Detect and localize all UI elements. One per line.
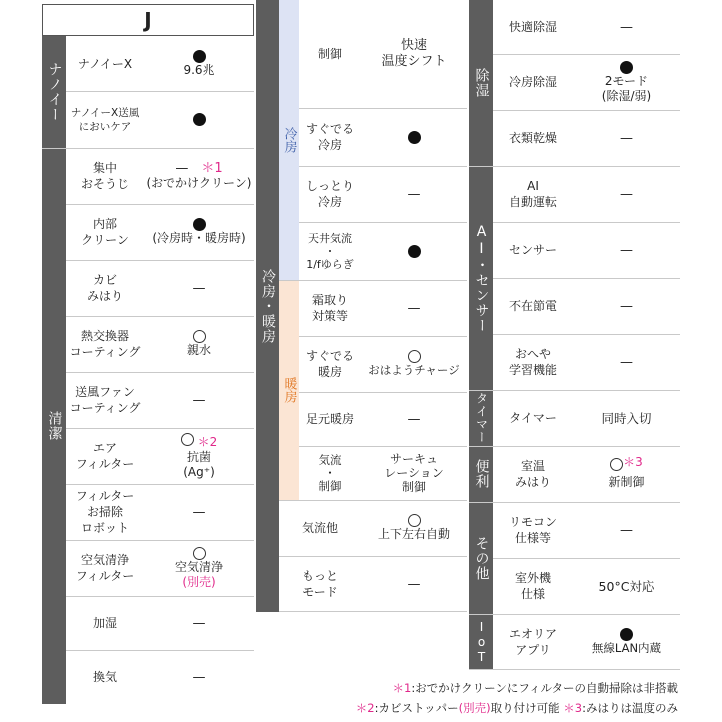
label-kaiteki-joshitsu: 快適除湿 <box>508 20 557 34</box>
value-ashimoto: — <box>407 411 421 427</box>
label-sugu-reibo: すぐでる 冷房 <box>305 122 354 152</box>
label-shittori: しっとり 冷房 <box>305 179 354 209</box>
label-motto: もっと モード <box>301 569 338 599</box>
partial-ring-icon <box>408 350 421 363</box>
value-eolia: 無線LAN内蔵 <box>573 614 680 670</box>
value-netsu-koukanki: 親水 <box>144 316 254 372</box>
category-benri: 便利 <box>469 446 493 502</box>
label-nanoe-x: ナノイーX <box>77 56 133 71</box>
value-shuchu-osouji: — ＊1 (おでかけクリーン) <box>146 161 252 190</box>
value-kaiteki-joshitsu: — <box>620 19 633 35</box>
value-shitsugaiki: 50°C対応 <box>598 578 655 594</box>
label-kiryu-seigyo: 気流 ・ 制御 <box>318 452 342 493</box>
partial-ring-icon <box>193 330 206 343</box>
label-shuchu-osouji: 集中 おそうじ <box>80 161 129 191</box>
label-sugu-danbo: すぐでる 暖房 <box>305 349 354 379</box>
value-oheya: — <box>620 354 633 370</box>
model-header <box>42 4 254 36</box>
label-kanki: 換気 <box>92 670 117 684</box>
value-kuki-filter: 空気清浄 (別売) <box>144 540 254 596</box>
model-name: J <box>144 8 152 32</box>
value-sugu-reibo <box>361 108 467 166</box>
label-tenjo-kiryu: 天井気流 ・ 1/fゆらぎ <box>306 231 354 271</box>
label-eolia: エオリア アプリ <box>508 627 557 657</box>
value-sensor: — <box>620 242 633 258</box>
available-dot-icon <box>193 50 206 63</box>
label-reibo-joshitsu: 冷房除湿 <box>508 75 557 89</box>
available-dot-icon <box>193 218 206 231</box>
label-ai-jido: AI 自動運転 <box>508 179 557 209</box>
available-dot-icon <box>408 245 421 258</box>
label-nanoe-x-sofu: ナノイーX送風 においケア <box>70 106 140 133</box>
label-netsu-koukanki: 熱交換器 コーティング <box>69 329 141 359</box>
value-tenjo-kiryu <box>361 222 467 280</box>
category-seiketsu: 清潔 <box>42 148 66 704</box>
value-naibu-clean: (冷房時・暖房時) <box>144 204 254 260</box>
value-motto: — <box>407 576 421 592</box>
value-kabi-mihari: — <box>192 280 206 296</box>
partial-ring-icon <box>181 433 194 446</box>
value-seigyo: 快速 温度シフト <box>381 38 447 69</box>
label-kiryu-hoka: 気流他 <box>301 521 338 535</box>
category-reibo-danbo: 冷房・暖房 <box>256 0 279 612</box>
footnote-2-3: ＊2:カビストッパー(別売)取り付け可能 ＊3:みはりは温度のみ <box>355 701 678 715</box>
label-kabi-mihari: カビ みはり <box>86 273 123 303</box>
value-kiryu-hoka: 上下左右自動 <box>361 500 467 556</box>
value-kashitsu: — <box>192 615 206 631</box>
value-irui-kanso: — <box>620 130 633 146</box>
category-reibo: 冷房 <box>279 0 299 280</box>
label-sofu-fan: 送風ファン コーティング <box>69 385 141 415</box>
partial-ring-icon <box>610 458 623 471</box>
value-ai-jido: — <box>620 186 633 202</box>
value-remocon: — <box>620 522 633 538</box>
label-sensor: センサー <box>508 243 557 257</box>
value-shimotori: — <box>407 300 421 316</box>
value-sofu-fan: — <box>192 392 206 408</box>
value-timer: 同時入切 <box>601 410 652 426</box>
label-shitsuon: 室温 みはり <box>514 459 551 489</box>
label-shitsugaiki: 室外機 仕様 <box>514 571 551 601</box>
category-sonota: その他 <box>469 502 493 614</box>
label-filter-robot: フィルター お掃除 ロボット <box>75 489 135 535</box>
label-kashitsu: 加湿 <box>92 616 117 630</box>
available-dot-icon <box>620 628 633 641</box>
value-shitsuon: ＊3 新制御 <box>608 455 645 489</box>
category-ai-sensor: AI・センサー <box>469 166 493 390</box>
value-air-filter: ＊2 抗菌 (Ag⁺) <box>144 428 254 484</box>
label-irui-kanso: 衣類乾燥 <box>508 131 557 145</box>
label-naibu-clean: 内部 クリーン <box>81 217 129 247</box>
value-sugu-danbo: おはようチャージ <box>361 336 467 392</box>
partial-ring-icon <box>408 514 421 527</box>
value-kanki: — <box>192 669 206 685</box>
partial-ring-icon <box>193 547 206 560</box>
value-nanoe-x: 9.6兆 <box>144 36 254 91</box>
value-fuzai: — <box>620 298 633 314</box>
footnote-1: ＊1:おでかけクリーンにフィルターの自動掃除は非搭載 <box>392 681 678 695</box>
available-dot-icon <box>620 61 633 74</box>
category-nanoe: ナノイー <box>42 36 66 148</box>
label-kuki-filter: 空気清浄 フィルター <box>75 553 135 583</box>
available-dot-icon <box>193 113 206 126</box>
value-filter-robot: — <box>192 504 206 520</box>
category-timer: タイマー <box>469 390 493 446</box>
label-timer: タイマー <box>509 411 557 425</box>
value-reibo-joshitsu: 2モード (除湿/弱) <box>573 54 680 110</box>
label-remocon: リモコン 仕様等 <box>508 515 557 545</box>
label-seigyo: 制御 <box>317 47 342 61</box>
value-shittori: — <box>407 186 421 202</box>
available-dot-icon <box>408 131 421 144</box>
category-iot: IoT <box>469 614 493 670</box>
label-fuzai: 不在節電 <box>508 299 557 313</box>
value-nanoe-x-sofu <box>144 91 254 148</box>
category-joshitsu: 除湿 <box>469 0 493 166</box>
label-ashimoto: 足元暖房 <box>305 412 354 426</box>
label-shimotori: 霜取り 対策等 <box>311 293 348 323</box>
value-kiryu-seigyo: サーキュ レーション 制御 <box>384 452 444 494</box>
label-air-filter: エア フィルター <box>75 441 135 471</box>
label-oheya: おへや 学習機能 <box>508 347 557 377</box>
category-danbo: 暖房 <box>279 280 299 500</box>
